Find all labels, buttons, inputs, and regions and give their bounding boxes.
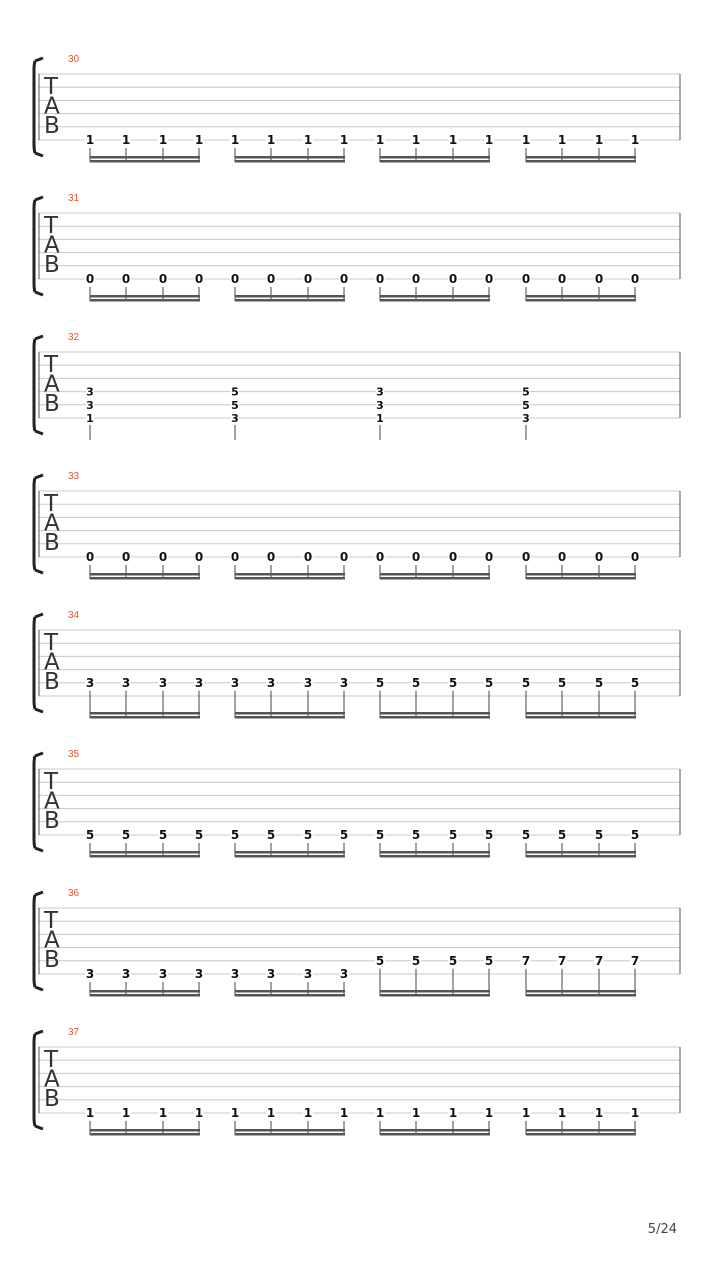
fret-number: 3 (158, 967, 168, 981)
fret-number: 0 (85, 550, 95, 564)
fret-number: 5 (557, 675, 567, 690)
beam (90, 156, 200, 159)
staff-system-35 (34, 749, 680, 858)
staff-system-32 (34, 332, 680, 440)
beam (90, 990, 200, 993)
tab-clef-letter: A (44, 649, 60, 676)
beam (526, 716, 636, 719)
fret-number: 0 (557, 550, 567, 564)
fret-number: 5 (557, 828, 567, 842)
measure-number: 35 (68, 749, 80, 760)
staff-system-33 (34, 471, 680, 580)
fret-number: 1 (375, 133, 385, 147)
fret-number: 5 (630, 828, 640, 842)
tab-clef-letter: A (44, 371, 60, 398)
fret-number: 3 (376, 385, 384, 399)
fret-number: 5 (522, 385, 530, 399)
fret-number: 7 (521, 953, 531, 968)
staff-system-34 (34, 610, 680, 719)
fret-number: 3 (266, 967, 276, 981)
fret-number: 1 (194, 133, 204, 147)
fret-number: 5 (448, 828, 458, 842)
tab-clef-letter: A (44, 232, 60, 259)
fret-number: 0 (375, 550, 385, 564)
fret-number: 5 (194, 828, 204, 842)
beam (380, 1133, 490, 1136)
beam (235, 855, 345, 858)
beam (380, 577, 490, 580)
beam (90, 712, 200, 715)
fret-number: 3 (86, 398, 94, 412)
fret-number: 0 (303, 272, 313, 286)
tab-clef-letter: T (44, 74, 59, 100)
fret-number: 3 (303, 967, 313, 981)
fret-number: 1 (230, 133, 240, 147)
fret-number: 3 (121, 675, 131, 690)
tab-clef-letter: A (44, 93, 60, 120)
tab-clef-letter: A (44, 510, 60, 537)
beam (235, 1133, 345, 1136)
staff-system-30 (34, 54, 680, 163)
beam (235, 1129, 345, 1132)
beam (90, 851, 200, 854)
fret-number: 1 (339, 1106, 349, 1120)
fret-number: 3 (158, 675, 168, 690)
beam (380, 990, 490, 993)
beam (526, 156, 636, 159)
tab-clef-letter: T (44, 630, 59, 656)
fret-number: 3 (231, 412, 239, 425)
fret-number: 0 (121, 272, 131, 286)
fret-number: 5 (484, 675, 494, 690)
beam (90, 1129, 200, 1132)
fret-number: 5 (375, 828, 385, 842)
fret-number: 5 (521, 675, 531, 690)
fret-number: 3 (522, 412, 530, 425)
beam (380, 156, 490, 159)
beam (526, 1133, 636, 1136)
fret-number: 0 (339, 550, 349, 564)
beam (235, 573, 345, 576)
fret-number: 3 (121, 967, 131, 981)
fret-number: 5 (411, 675, 421, 690)
tab-clef-letter: T (44, 908, 59, 934)
staff-system-31 (34, 193, 680, 302)
tab-clef-letter: B (44, 391, 60, 417)
fret-number: 1 (194, 1106, 204, 1120)
beam (526, 1129, 636, 1132)
fret-number: 5 (594, 828, 604, 842)
fret-number: 3 (86, 385, 94, 399)
tab-clef-letter: A (44, 1066, 60, 1093)
tab-clef-letter: T (44, 1047, 59, 1073)
fret-number: 5 (230, 828, 240, 842)
beam (235, 160, 345, 163)
fret-number: 0 (594, 550, 604, 564)
fret-number: 5 (522, 398, 530, 412)
beam (90, 160, 200, 163)
tab-clef-letter: A (44, 927, 60, 954)
fret-number: 1 (158, 1106, 168, 1120)
fret-number: 3 (339, 675, 349, 690)
fret-number: 5 (411, 953, 421, 968)
beam (235, 994, 345, 997)
fret-number: 1 (230, 1106, 240, 1120)
fret-number: 0 (266, 550, 276, 564)
fret-number: 3 (194, 675, 204, 690)
fret-number: 0 (411, 550, 421, 564)
fret-number: 5 (375, 675, 385, 690)
fret-number: 0 (85, 272, 95, 286)
fret-number: 1 (85, 1106, 95, 1120)
tab-clef-letter: T (44, 213, 59, 239)
beam (90, 573, 200, 576)
beam (380, 299, 490, 302)
beam (90, 994, 200, 997)
beam (526, 990, 636, 993)
tab-clef-letter: T (44, 491, 59, 517)
fret-number: 1 (266, 1106, 276, 1120)
beam (90, 1133, 200, 1136)
fret-number: 5 (303, 828, 313, 842)
tab-clef-letter: B (44, 947, 60, 973)
measure-number: 33 (68, 471, 80, 482)
fret-number: 0 (230, 272, 240, 286)
fret-number: 5 (484, 828, 494, 842)
beam (380, 295, 490, 298)
fret-number: 5 (411, 828, 421, 842)
fret-number: 5 (231, 398, 239, 412)
fret-number: 1 (376, 412, 384, 425)
tab-clef-letter: T (44, 352, 59, 378)
fret-number: 1 (594, 1106, 604, 1120)
fret-number: 0 (158, 272, 168, 286)
fret-number: 1 (266, 133, 276, 147)
fret-number: 3 (230, 675, 240, 690)
fret-number: 0 (521, 272, 531, 286)
fret-number: 0 (484, 550, 494, 564)
tab-clef-letter: T (44, 769, 59, 795)
tab-clef-letter: B (44, 113, 60, 139)
tab-clef-letter: B (44, 252, 60, 278)
beam (90, 299, 200, 302)
measure-number: 36 (68, 888, 80, 899)
measure-number: 30 (68, 54, 80, 65)
tab-clef-letter: B (44, 808, 60, 834)
fret-number: 1 (158, 133, 168, 147)
fret-number: 1 (85, 133, 95, 147)
fret-number: 5 (158, 828, 168, 842)
fret-number: 0 (121, 550, 131, 564)
fret-number: 0 (266, 272, 276, 286)
fret-number: 0 (448, 550, 458, 564)
fret-number: 1 (448, 133, 458, 147)
fret-number: 3 (303, 675, 313, 690)
fret-number: 5 (266, 828, 276, 842)
fret-number: 1 (411, 133, 421, 147)
fret-number: 5 (339, 828, 349, 842)
fret-number: 7 (630, 953, 640, 968)
fret-number: 5 (484, 953, 494, 968)
tab-clef-letter: A (44, 788, 60, 815)
fret-number: 1 (557, 133, 567, 147)
fret-number: 1 (303, 1106, 313, 1120)
staff-system-36 (34, 888, 680, 997)
staff-system-37 (34, 1027, 680, 1136)
fret-number: 5 (85, 828, 95, 842)
beam (235, 577, 345, 580)
beam (380, 1129, 490, 1132)
beam (235, 716, 345, 719)
fret-number: 1 (630, 133, 640, 147)
fret-number: 1 (594, 133, 604, 147)
beam (526, 577, 636, 580)
fret-number: 3 (376, 398, 384, 412)
beam (380, 855, 490, 858)
fret-number: 3 (339, 967, 349, 981)
beam (380, 573, 490, 576)
fret-number: 0 (521, 550, 531, 564)
beam (380, 851, 490, 854)
fret-number: 3 (194, 967, 204, 981)
fret-number: 1 (303, 133, 313, 147)
fret-number: 0 (158, 550, 168, 564)
fret-number: 1 (484, 1106, 494, 1120)
fret-number: 3 (266, 675, 276, 690)
beam (235, 156, 345, 159)
beam (526, 160, 636, 163)
fret-number: 1 (630, 1106, 640, 1120)
beam (526, 299, 636, 302)
fret-number: 0 (594, 272, 604, 286)
tab-clef-letter: B (44, 530, 60, 556)
fret-number: 5 (121, 828, 131, 842)
page-number: 5/24 (647, 1222, 677, 1237)
fret-number: 1 (121, 133, 131, 147)
tab-clef-letter: B (44, 1086, 60, 1112)
beam (380, 716, 490, 719)
fret-number: 0 (630, 550, 640, 564)
fret-number: 5 (375, 953, 385, 968)
fret-number: 0 (339, 272, 349, 286)
fret-number: 1 (521, 133, 531, 147)
fret-number: 1 (86, 412, 94, 425)
fret-number: 1 (121, 1106, 131, 1120)
fret-number: 3 (85, 675, 95, 690)
fret-number: 0 (557, 272, 567, 286)
fret-number: 1 (411, 1106, 421, 1120)
fret-number: 0 (630, 272, 640, 286)
fret-number: 1 (448, 1106, 458, 1120)
beam (235, 990, 345, 993)
measure-number: 37 (68, 1027, 80, 1038)
beam (526, 712, 636, 715)
fret-number: 0 (484, 272, 494, 286)
fret-number: 1 (484, 133, 494, 147)
measure-number: 31 (68, 193, 80, 204)
fret-number: 7 (557, 953, 567, 968)
tab-clef-letter: B (44, 669, 60, 695)
beam (380, 712, 490, 715)
measure-number: 32 (68, 332, 80, 343)
beam (526, 994, 636, 997)
fret-number: 3 (230, 967, 240, 981)
fret-number: 0 (194, 550, 204, 564)
beam (526, 851, 636, 854)
beam (380, 994, 490, 997)
beam (90, 855, 200, 858)
beam (235, 299, 345, 302)
fret-number: 1 (339, 133, 349, 147)
fret-number: 3 (85, 967, 95, 981)
fret-number: 0 (194, 272, 204, 286)
beam (235, 295, 345, 298)
fret-number: 5 (231, 385, 239, 399)
fret-number: 5 (448, 675, 458, 690)
beam (235, 712, 345, 715)
beam (90, 295, 200, 298)
fret-number: 5 (630, 675, 640, 690)
fret-number: 1 (521, 1106, 531, 1120)
beam (380, 160, 490, 163)
fret-number: 0 (411, 272, 421, 286)
beam (90, 577, 200, 580)
fret-number: 0 (375, 272, 385, 286)
fret-number: 5 (594, 675, 604, 690)
beam (526, 573, 636, 576)
fret-number: 0 (448, 272, 458, 286)
beam (90, 716, 200, 719)
fret-number: 0 (230, 550, 240, 564)
beam (235, 851, 345, 854)
fret-number: 0 (303, 550, 313, 564)
beam (526, 295, 636, 298)
fret-number: 5 (448, 953, 458, 968)
fret-number: 1 (557, 1106, 567, 1120)
beam (526, 855, 636, 858)
fret-number: 1 (375, 1106, 385, 1120)
fret-number: 7 (594, 953, 604, 968)
fret-number: 5 (521, 828, 531, 842)
measure-number: 34 (68, 610, 80, 621)
